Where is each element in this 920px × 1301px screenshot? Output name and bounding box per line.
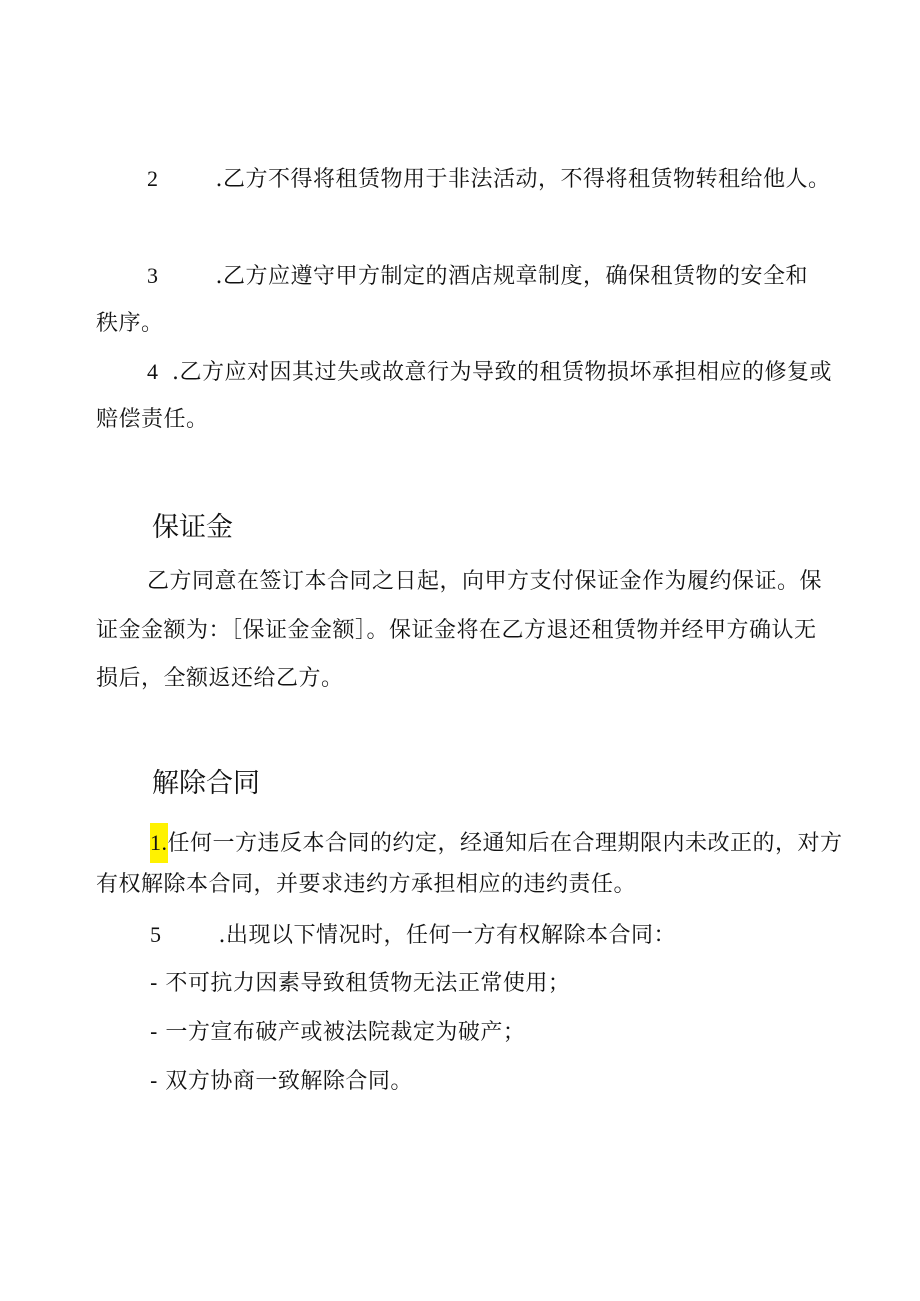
termination-bullet-1: - 不可抗力因素导致租赁物无法正常使用； (150, 971, 571, 996)
termination-bullet-3: - 双方协商一致解除合同。 (150, 1069, 413, 1094)
item-text: 秩序。 (96, 311, 164, 336)
deposit-paragraph-line-1: 乙方同意在签订本合同之日起，向甲方支付保证金作为履约保证。保 (147, 569, 823, 594)
obligation-item-2 (147, 165, 831, 194)
deposit-paragraph-line-2: 证金金额为：［保证金金额］。保证金将在乙方退还租赁物并经甲方确认无 (96, 618, 817, 643)
obligation-item-3 (147, 262, 808, 291)
section-heading-deposit: 保证金 (152, 512, 233, 543)
termination-item-1-continuation: 有权解除本合同，并要求违约方承担相应的违约责任。 (96, 872, 637, 897)
section-heading-termination: 解除合同 (152, 768, 260, 799)
termination-item-5 (150, 921, 676, 950)
item-text: .乙方应遵守甲方制定的酒店规章制度，确保租赁物的安全和 (215, 264, 808, 289)
obligation-item-4-continuation (96, 406, 209, 434)
obligation-item-4 (147, 358, 832, 387)
item-text: 赔偿责任。 (96, 407, 209, 432)
termination-bullet-2: - 一方宣布破产或被法院裁定为破产； (150, 1020, 526, 1045)
item-number: 5 (150, 922, 162, 947)
item-text: .乙方应对因其过失或故意行为导致的租赁物损坏承担相应的修复或 (172, 360, 832, 385)
item-text: 任何一方违反本合同的约定，经通知后在合理期限内未改正的，对方 (167, 831, 843, 856)
highlighted-item-number: 1. (150, 823, 168, 863)
item-number: 3 (147, 263, 159, 288)
item-text: .出现以下情况时，任何一方有权解除本合同： (218, 923, 676, 948)
termination-item-1 (150, 823, 843, 863)
deposit-paragraph-line-3: 损后，全额返还给乙方。 (96, 666, 344, 691)
obligation-item-3-continuation (96, 310, 164, 338)
item-text: .乙方不得将租赁物用于非法活动，不得将租赁物转租给他人。 (215, 167, 831, 192)
item-number: 2 (147, 166, 159, 191)
item-number: 4 (147, 359, 159, 384)
